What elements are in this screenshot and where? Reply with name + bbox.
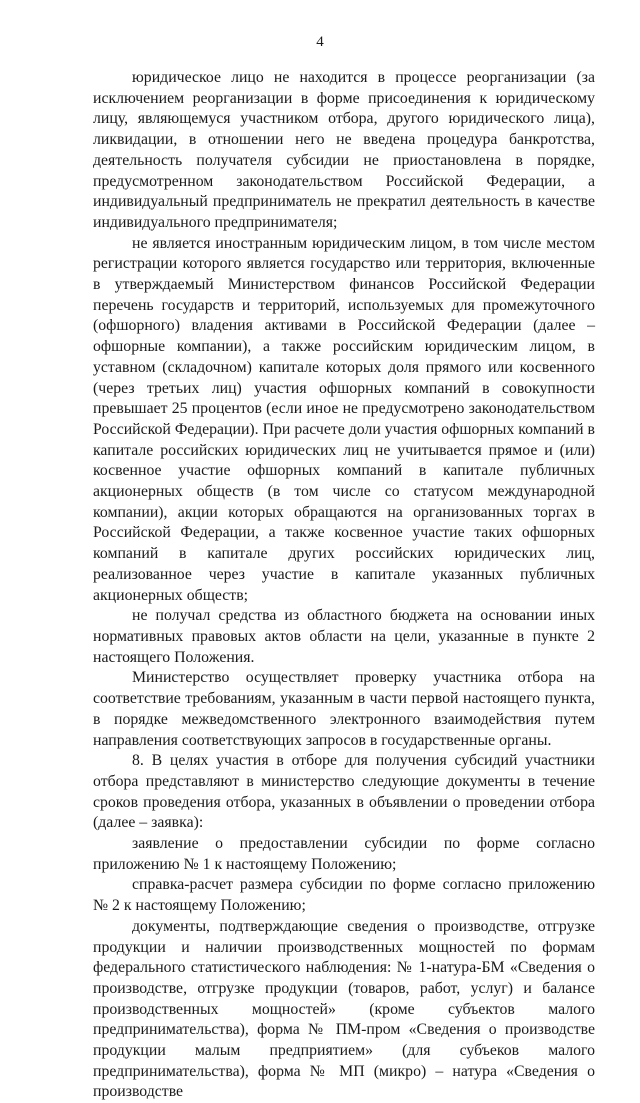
page-number: 4 xyxy=(316,34,324,50)
paragraph: справка-расчет размера субсидии по форме согласно приложению № 2 к настоящему Положению; xyxy=(93,876,595,915)
paragraph: не получал средства из областного бюджета на основании иных нормативных правовых актов области на цели, указанные в пункте 2 настоящего Положения. xyxy=(93,607,595,666)
paragraph: юридическое лицо не находится в процессе реорганизации (за исключением реорганизации в форме присоединения к юридическому лицу, являющемуся участником отбора, другого юридического лица), ликвидации, в отношении него не введена процедура банкротства, деятельность получателя субсидии не приостановлена в порядке, предусмотренном законодательством Российской Федерации, а индивидуальный предприниматель не прекратил деятельность в качестве индивидуального предпринимателя; xyxy=(93,69,595,231)
document-body xyxy=(93,68,595,1103)
paragraph: заявление о предоставлении субсидии по форме согласно приложению № 1 к настоящему Положению; xyxy=(93,835,595,873)
paragraph: документы, подтверждающие сведения о производстве, отгрузке продукции и наличии производственных мощностей по формам федерального статистического наблюдения: № 1-натура-БМ «Сведения о производстве, отгрузке продукции (товаров, работ, услуг) и балансе производственных мощностей» (кроме субъектов малого предпринимательства), форма № ПМ-пром «Сведения о производстве продукции малым предприятием» (для субъеков малого предпринимательства), форма № МП (микро) – натура «Сведения о производстве xyxy=(93,917,595,1101)
paragraph: Министерство осуществляет проверку участника отбора на соответствие требованиям, указанным в части первой настоящего пункта, в порядке межведомственного электронного взаимодействия путем направления соответствующих запросов в государственные органы. xyxy=(93,669,595,749)
paragraph: 8. В целях участия в отборе для получения субсидий участники отбора представляют в министерство следующие документы в течение сроков проведения отбора, указанных в объявлении о проведении отбора (далее – заявка): xyxy=(93,752,595,832)
paragraph: не является иностранным юридическим лицом, в том числе местом регистрации которого является государство или территория, включенные в утверждаемый Министерством финансов Российской Федерации перечень государств и территорий, используемых для промежуточного (офшорного) владения активами в Российской Федерации (далее – офшорные компании), а также российским юридическим лицом, в уставном (складочном) капитале которых доля прямого или косвенного (через третьих лиц) участия офшорных компаний в совокупности превышает 25 процентов (если иное не предусмотрено законодательством Российской Федерации). При расчете доли участия офшорных компаний в капитале российских юридических лиц не учитывается прямое и (или) косвенное участие офшорных компаний в капитале публичных акционерных обществ (в том числе со статусом международной компании), акции которых обращаются на организованных торгах в Российской Федерации, а также косвенное участие таких офшорных компаний в капитале других российских юридических лиц, реализованное через участие в капитале указанных публичных акционерных обществ; xyxy=(93,234,595,604)
